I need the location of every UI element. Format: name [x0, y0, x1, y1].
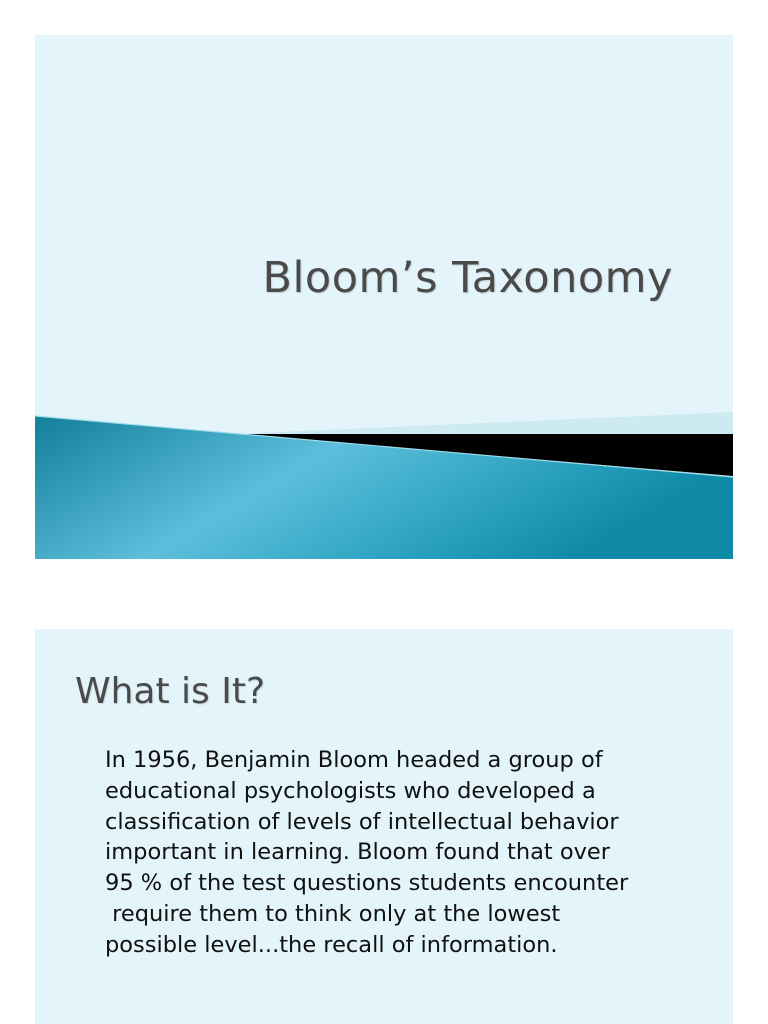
- slide-heading: What is It?: [75, 671, 266, 712]
- content-slide: [35, 629, 733, 1024]
- band-light-sliver: [235, 412, 733, 434]
- decorative-wave-band: [35, 405, 733, 559]
- slide-title: Bloom’s Taxonomy: [262, 253, 673, 303]
- slide-body-text: In 1956, Benjamin Bloom headed a group of educational psychologists who developed a classification of levels of intellectual behavior important in learning. Bloom found that over 95 % of the test questions students encounter require them to think only at the lowest possible level...the recall of information.: [105, 747, 629, 958]
- title-slide: [35, 35, 733, 559]
